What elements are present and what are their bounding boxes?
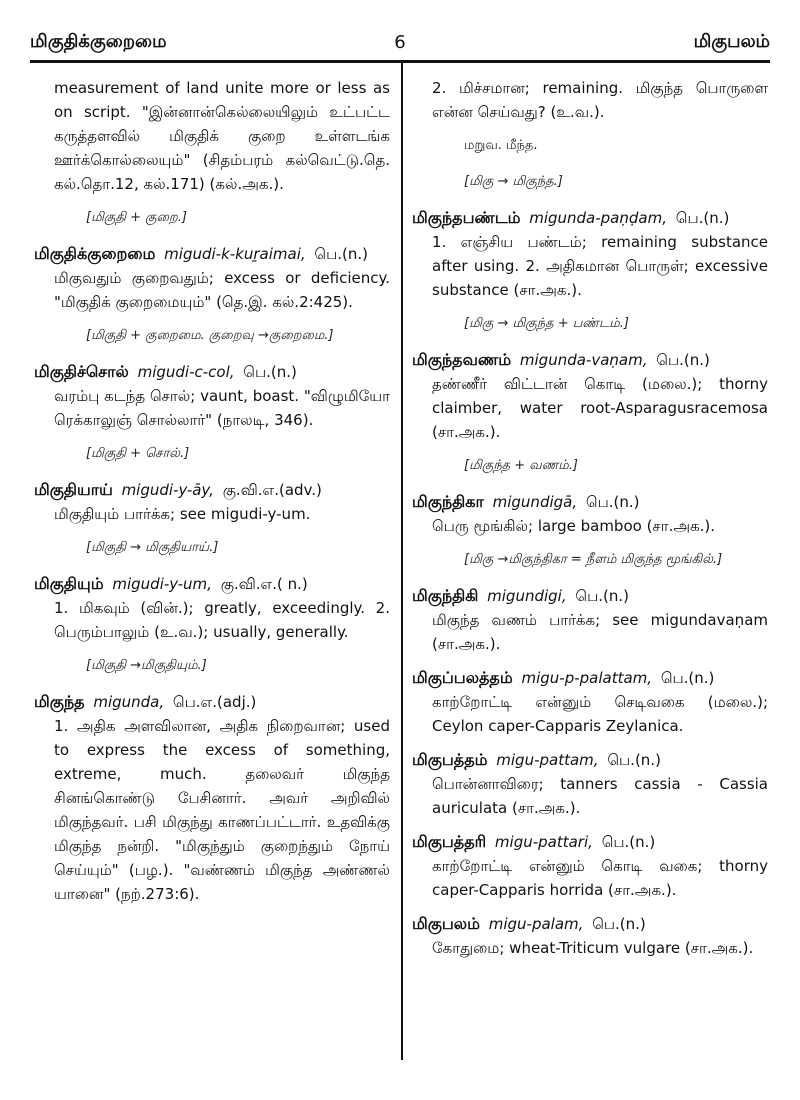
header-left-guideword: மிகுதிக்குறைமை: [30, 30, 167, 52]
header-right-guideword: மிகுபலம்: [693, 30, 770, 52]
transliteration: migudi-k-kuṟaimai,: [164, 245, 306, 263]
headword: மிகுதியும்: [34, 574, 104, 593]
part-of-speech: பெ.(n.): [575, 587, 629, 605]
transliteration: migudi-y-um,: [112, 575, 212, 593]
etymology: [மிகுதி →மிகுதியும்.]: [86, 658, 207, 673]
etymology: [மிகு → மிகுந்த + பண்டம்.]: [464, 316, 629, 331]
part-of-speech: பெ.(n.): [675, 209, 730, 227]
transliteration: migudi-c-col,: [137, 363, 235, 381]
page-number: 6: [394, 31, 406, 53]
part-of-speech: பெ.(n.): [314, 245, 369, 263]
headword: மிகுபத்தம்: [412, 750, 488, 769]
transliteration: migundigi,: [487, 587, 567, 605]
dictionary-entry: [34, 690, 390, 906]
part-of-speech: பெ.(n.): [607, 751, 661, 769]
definition: பொன்னாவிரை; tanners cassia - Cassia auriculata (சா.அக.).: [432, 775, 768, 817]
headword: மிகுதியாய்: [34, 480, 113, 499]
transliteration: migundigā,: [492, 493, 578, 511]
headword: மிகுந்திகி: [412, 586, 479, 605]
definition: மிகுவதும் குறைவதும்; excess or deficiency. "மிகுதிக் குறைமையும்" (தெ.இ. கல்.2:425).: [54, 269, 390, 311]
dictionary-entry: [34, 360, 390, 432]
etymology: [மிகுதி → மிகுதியாய்.]: [86, 540, 219, 555]
transliteration: migu-pattam,: [496, 751, 599, 769]
definition: பெரு மூங்கில்; large bamboo (சா.அக.).: [432, 517, 715, 535]
transliteration: migudi-y-āy,: [121, 481, 214, 499]
part-of-speech: பெ.(n.): [660, 669, 715, 687]
transliteration: migunda,: [93, 693, 165, 711]
headword: மிகுந்தபண்டம்: [412, 208, 521, 227]
etymology: [மிகு →மிகுந்திகா = நீளம் மிகுந்த மூங்கில்.]: [464, 552, 723, 567]
definition: கோதுமை; wheat-Triticum vulgare (சா.அக.).: [432, 939, 754, 957]
dictionary-entry: [34, 572, 390, 644]
page-header: [30, 20, 770, 64]
definition: காற்றோட்டி என்னும் கொடி வகை; thorny caper-Capparis horrida (சா.அக.).: [432, 857, 768, 899]
dictionary-entry: [412, 206, 768, 302]
definition: வரம்பு கடந்த சொல்; vaunt, boast. "விழுமியோ ரெக்காலுஞ் சொல்லார்" (நாலடி, 346).: [54, 387, 390, 429]
part-of-speech: பெ.(n.): [656, 351, 710, 369]
dictionary-entry: [412, 348, 768, 444]
dictionary-entry: [412, 748, 768, 820]
dictionary-entry: [412, 666, 768, 738]
transliteration: migu-palam,: [488, 915, 584, 933]
etymology: [மிகுதி + குறை.]: [86, 210, 187, 225]
part-of-speech: பெ.(n.): [592, 915, 646, 933]
part-of-speech: பெ.எ.(adj.): [172, 693, 257, 711]
headword: மிகுந்த: [34, 692, 85, 711]
right-column: [412, 76, 768, 1080]
etymology: [மிகுதி + சொல்.]: [86, 446, 190, 461]
definition: மிகுந்த வணம் பார்க்க; see migundavaṇam (சா.அக.).: [432, 611, 768, 653]
headword: மிகுபத்தரி: [412, 832, 487, 851]
definition: மிகுதியும் பார்க்க; see migudi-y-um.: [54, 505, 311, 523]
dictionary-entry: [412, 912, 768, 960]
part-of-speech: பெ.(n.): [243, 363, 297, 381]
definition: தண்ணீர் விட்டான் கொடி (மலை.); thorny claimber, water root-Asparagusracemosa (சா.அக.).: [432, 375, 768, 441]
etymology: [மிகு → மிகுந்த.]: [464, 174, 563, 189]
dictionary-entry: [34, 242, 390, 314]
transliteration: migunda-vaṇam,: [519, 351, 648, 369]
dictionary-entry: [412, 490, 768, 538]
definition: காற்றோட்டி என்னும் செடிவகை (மலை.); Ceylon caper-Capparis Zeylanica.: [432, 693, 768, 735]
transliteration: migu-p-palattam,: [521, 669, 653, 687]
continued-definition: measurement of land unite more or less as on script. "இன்னான்கெல்லையிலும் உட்பட்ட கருத்தளவில் மிகுதிக் குறை உள்ளடங்க ஊர்க்கொல்லையும்" (சிதம்பரம் கல்வெட்டு.தெ. கல்.தொ.12, கல்.171) (கல்.அக.).: [54, 79, 390, 193]
definition: 1. எஞ்சிய பண்டம்; remaining substance after using. 2. அதிகமான பொருள்; excessive substance (சா.அக.).: [432, 233, 768, 299]
synonym-note: மறுவ. மீந்த.: [464, 138, 538, 153]
headword: மிகுதிச்சொல்: [34, 362, 129, 381]
definition: 1. அதிக அளவிலான, அதிக நிறைவான; used to express the excess of something, extreme, much. தலைவர் மிகுந்த சினங்கொண்டு பேசினார். அவர் அறிவில் மிகுந்தவர். பசி மிகுந்து காணப்பட்டார். உதவிக்கு மிகுந்த நன்றி. "மிகுந்தும் குறைந்தும் நோய் செய்யும்" (பழ.). "வண்ணம் மிகுந்த அண்ணல் யானை" (நற்.273:6).: [54, 717, 390, 903]
headword: மிகுதிக்குறைமை: [34, 244, 156, 263]
part-of-speech: பெ.(n.): [601, 833, 656, 851]
definition: 1. மிகவும் (வின்.); greatly, exceedingly. 2. பெரும்பாலும் (உ.வ.); usually, generally.: [54, 599, 390, 641]
headword: மிகுப்பலத்தம்: [412, 668, 513, 687]
dictionary-entry: [412, 584, 768, 656]
headword: மிகுந்தவணம்: [412, 350, 512, 369]
left-column: [34, 76, 390, 1080]
part-of-speech: கு.வி.எ.( n.): [220, 575, 308, 593]
column-divider: [401, 60, 403, 1060]
dictionary-entry: [34, 478, 390, 526]
header-rule: [30, 60, 770, 63]
dictionary-entry: [412, 830, 768, 902]
part-of-speech: கு.வி.எ.(adv.): [222, 481, 322, 499]
etymology: [மிகுந்த + வணம்.]: [464, 458, 578, 473]
headword: மிகுந்திகா: [412, 492, 484, 511]
transliteration: migunda-paṇḍam,: [529, 209, 667, 227]
continued-definition: 2. மிச்சமான; remaining. மிகுந்த பொருளை என்ன செய்வது? (உ.வ.).: [432, 79, 768, 121]
headword: மிகுபலம்: [412, 914, 480, 933]
etymology: [மிகுதி + குறைமை. குறைவு →குறைமை.]: [86, 328, 334, 343]
transliteration: migu-pattari,: [494, 833, 593, 851]
part-of-speech: பெ.(n.): [585, 493, 640, 511]
